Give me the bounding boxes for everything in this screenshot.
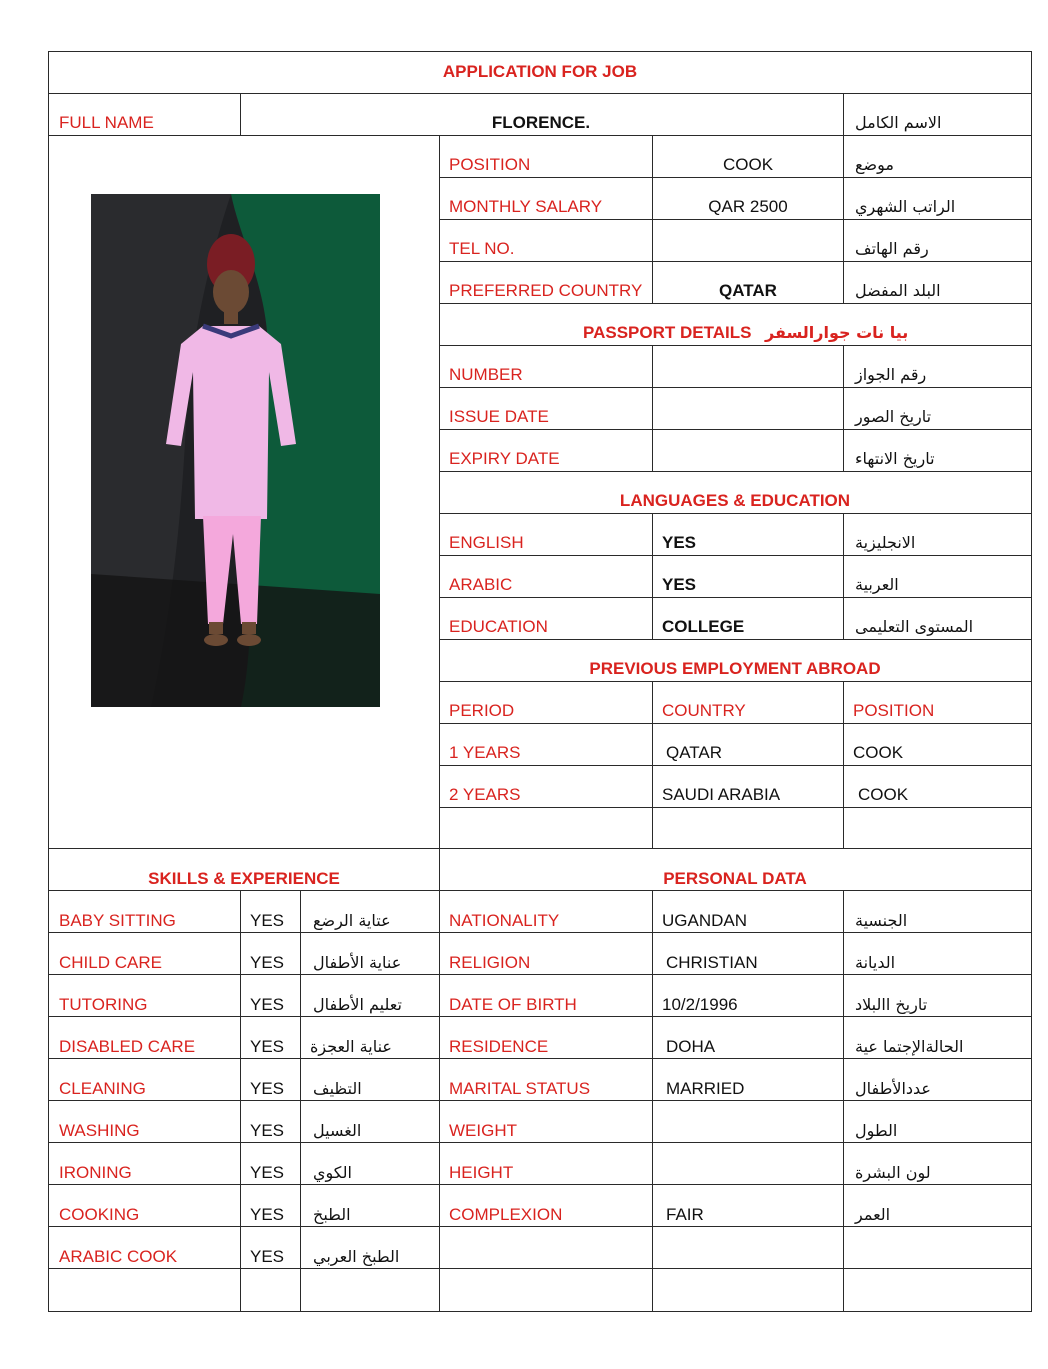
divider	[843, 513, 844, 639]
personal-label: MARITAL STATUS	[449, 1079, 591, 1098]
personal-section-title: PERSONAL DATA	[663, 869, 807, 888]
issue-date-arabic: تاريخ الصور	[855, 407, 932, 426]
tel-no-arabic: رقم الهاتف	[855, 239, 929, 258]
divider	[843, 890, 844, 1312]
divider	[843, 345, 844, 471]
employment-period: 2 YEARS	[449, 785, 521, 804]
divider	[48, 1016, 1032, 1017]
personal-label: NATIONALITY	[449, 911, 560, 930]
personal-label: RESIDENCE	[449, 1037, 549, 1056]
divider	[439, 555, 1032, 556]
education-arabic: المستوى التعليمى	[855, 617, 974, 636]
skill-arabic: التظيف	[313, 1079, 362, 1098]
divider	[48, 1226, 1032, 1227]
skill-value: YES	[250, 1247, 285, 1266]
divider	[439, 597, 1032, 598]
preferred-country-arabic: البلد المفضل	[855, 281, 941, 300]
personal-label: WEIGHT	[449, 1121, 517, 1140]
employment-position: COOK	[858, 785, 909, 804]
personal-arabic: الحالةالإجتما عية	[855, 1037, 964, 1056]
preferred-country-label: PREFERRED COUNTRY	[449, 281, 643, 300]
personal-arabic: تاريخ االبلاد	[855, 995, 928, 1014]
personal-value: FAIR	[666, 1205, 704, 1224]
divider	[48, 890, 1032, 891]
tel-no-label: TEL NO.	[449, 239, 515, 258]
skill-arabic: الطبخ	[313, 1205, 351, 1224]
arabic-label: ARABIC	[449, 575, 513, 594]
skill-arabic: الغسيل	[313, 1121, 362, 1140]
monthly-salary-label: MONTHLY SALARY	[449, 197, 603, 216]
divider	[652, 345, 653, 471]
divider	[439, 513, 1032, 514]
skill-value: YES	[250, 1205, 285, 1224]
form-title: APPLICATION FOR JOB	[442, 62, 638, 81]
skill-label: CHILD CARE	[59, 953, 162, 972]
divider	[439, 807, 1032, 808]
personal-value: 10/2/1996	[662, 995, 738, 1014]
skill-arabic: الكوي	[313, 1163, 352, 1182]
full-name-value: FLORENCE.	[491, 113, 591, 132]
skill-arabic: عتاية الرضع	[313, 911, 391, 930]
skill-label: CLEANING	[59, 1079, 146, 1098]
full-name-arabic: الاسم الكامل	[855, 113, 942, 132]
personal-arabic: عددالأطفال	[855, 1079, 931, 1098]
applicant-photo	[91, 194, 380, 707]
full-name-label: FULL NAME	[59, 113, 154, 132]
position-label: POSITION	[449, 155, 531, 174]
divider	[439, 219, 1032, 220]
english-label: ENGLISH	[449, 533, 524, 552]
divider	[48, 1142, 1032, 1143]
arabic-arabic: العربية	[855, 575, 899, 594]
employment-country: QATAR	[666, 743, 723, 762]
personal-arabic: الطول	[855, 1121, 898, 1140]
divider	[439, 135, 440, 1312]
skill-value: YES	[250, 1037, 285, 1056]
skill-label: TUTORING	[59, 995, 148, 1014]
preferred-country-value: QATAR	[719, 281, 777, 300]
divider	[48, 135, 1032, 136]
issue-date-label: ISSUE DATE	[449, 407, 549, 426]
skill-value: YES	[250, 1079, 285, 1098]
skill-arabic: تعليم الأطفال	[313, 995, 402, 1014]
employment-section-title: PREVIOUS EMPLOYMENT ABROAD	[589, 659, 881, 678]
skill-arabic: عناية العجزة	[310, 1037, 392, 1056]
personal-value: DOHA	[666, 1037, 716, 1056]
border-top	[48, 51, 1032, 52]
divider	[439, 681, 1032, 682]
education-value: COLLEGE	[662, 617, 745, 636]
passport-number-label: NUMBER	[449, 365, 523, 384]
personal-label: DATE OF BIRTH	[449, 995, 577, 1014]
applicant-photo-image	[91, 194, 380, 707]
divider	[652, 135, 653, 303]
skill-value: YES	[250, 911, 285, 930]
skill-arabic: عناية الأطفال	[313, 953, 402, 972]
divider	[439, 765, 1032, 766]
expiry-date-label: EXPIRY DATE	[449, 449, 560, 468]
divider	[652, 513, 653, 639]
position-arabic: موضع	[855, 155, 894, 174]
personal-value: UGANDAN	[662, 911, 748, 930]
monthly-salary-value: QAR 2500	[708, 197, 788, 216]
arabic-value: YES	[662, 575, 697, 594]
personal-label: COMPLEXION	[449, 1205, 563, 1224]
skill-label: ARABIC COOK	[59, 1247, 178, 1266]
skill-label: BABY SITTING	[59, 911, 176, 930]
divider	[843, 681, 844, 848]
divider	[300, 890, 301, 1312]
languages-section-title: LANGUAGES & EDUCATION	[619, 491, 851, 510]
divider	[48, 93, 1032, 94]
passport-section-title-arabic: بيا نات جوارالسفر	[765, 323, 909, 342]
employment-position: COOK	[853, 743, 904, 762]
divider	[439, 471, 1032, 472]
position-header: POSITION	[853, 701, 935, 720]
skill-arabic: الطبخ العربي	[313, 1247, 400, 1266]
education-label: EDUCATION	[449, 617, 548, 636]
divider	[439, 429, 1032, 430]
divider	[439, 345, 1032, 346]
employment-period: 1 YEARS	[449, 743, 521, 762]
job-application-form	[48, 51, 1032, 1312]
divider	[652, 890, 653, 1312]
personal-arabic: لون البشرة	[855, 1163, 931, 1182]
skill-label: DISABLED CARE	[59, 1037, 196, 1056]
monthly-salary-arabic: الراتب الشهري	[855, 197, 956, 216]
divider	[439, 639, 1032, 640]
border-bottom	[48, 1311, 1032, 1312]
divider	[439, 387, 1032, 388]
skill-label: WASHING	[59, 1121, 140, 1140]
divider	[439, 303, 1032, 304]
period-header: PERIOD	[449, 701, 515, 720]
english-arabic: الانجليزية	[855, 533, 916, 552]
divider	[48, 848, 1032, 849]
divider	[240, 890, 241, 1312]
divider	[48, 932, 1032, 933]
divider	[439, 723, 1032, 724]
personal-arabic: العمر	[855, 1205, 891, 1224]
divider	[652, 681, 653, 848]
skill-label: COOKING	[59, 1205, 140, 1224]
divider	[48, 1184, 1032, 1185]
english-value: YES	[662, 533, 697, 552]
personal-label: HEIGHT	[449, 1163, 514, 1182]
border-left	[48, 51, 49, 1312]
skill-value: YES	[250, 953, 285, 972]
personal-arabic: الجنسية	[855, 911, 908, 930]
divider	[48, 1058, 1032, 1059]
divider	[439, 261, 1032, 262]
divider	[48, 1100, 1032, 1101]
skill-value: YES	[250, 995, 285, 1014]
personal-value: MARRIED	[666, 1079, 745, 1098]
employment-country: SAUDI ARABIA	[662, 785, 781, 804]
skill-value: YES	[250, 1163, 285, 1182]
passport-number-arabic: رقم الجواز	[855, 365, 927, 384]
divider	[439, 177, 1032, 178]
skills-section-title: SKILLS & EXPERIENCE	[148, 869, 340, 888]
personal-value: CHRISTIAN	[666, 953, 758, 972]
personal-arabic: الديانة	[855, 953, 896, 972]
divider	[48, 974, 1032, 975]
divider	[48, 1268, 1032, 1269]
divider	[843, 135, 844, 303]
expiry-date-arabic: تاريخ الانتهاء	[855, 449, 935, 468]
divider	[843, 93, 844, 135]
border-right	[1031, 51, 1032, 1312]
country-header: COUNTRY	[662, 701, 746, 720]
position-value: COOK	[722, 155, 774, 174]
personal-label: RELIGION	[449, 953, 531, 972]
divider	[240, 93, 241, 135]
passport-section-title: PASSPORT DETAILS	[583, 323, 752, 342]
skill-label: IRONING	[59, 1163, 132, 1182]
skill-value: YES	[250, 1121, 285, 1140]
